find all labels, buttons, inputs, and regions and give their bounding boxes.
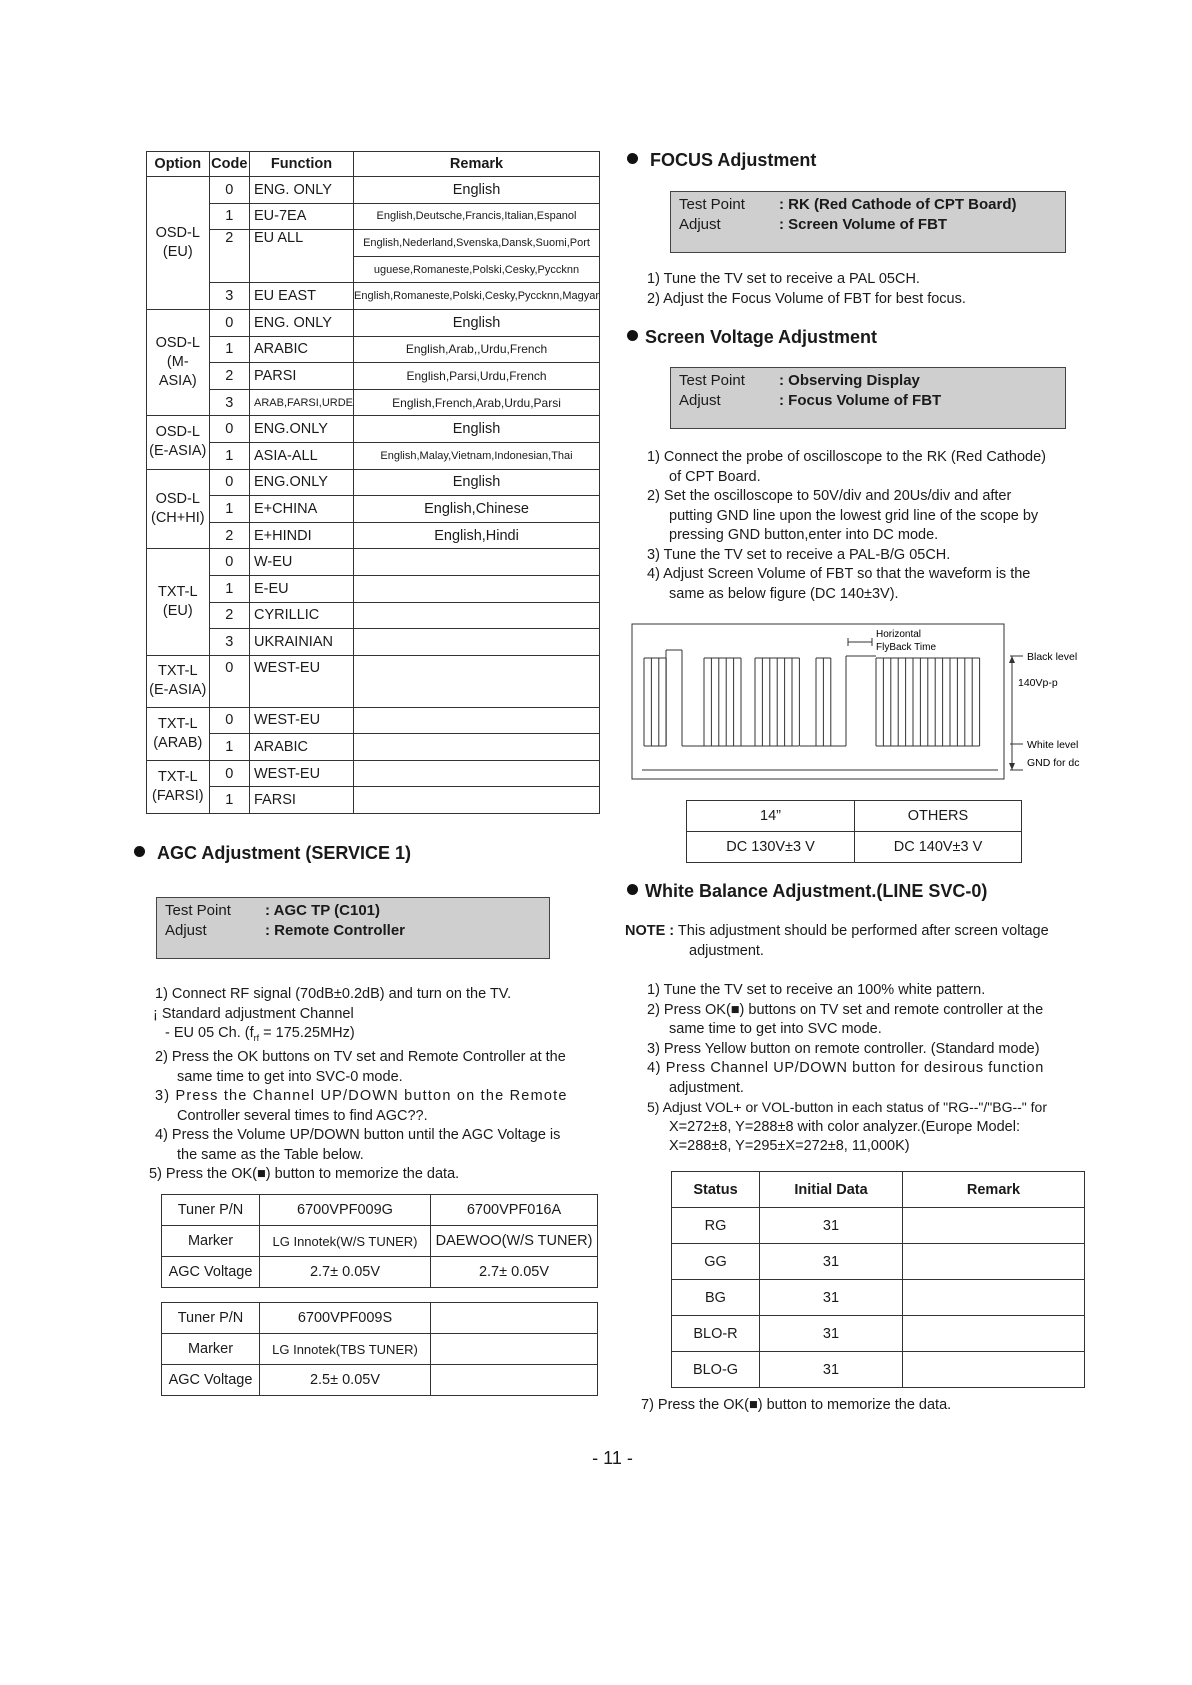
gnd-label: GND for dc [1027,757,1080,769]
table-row [147,442,600,469]
table-row [147,496,600,523]
table-row [147,734,600,761]
table-row [672,1280,1085,1316]
function-cell: EU ALL [250,230,354,283]
table-cell: Tuner P/N [162,1195,260,1226]
function-cell: EU EAST [250,283,354,310]
table-row [147,389,600,416]
table-row [672,1316,1085,1352]
table-row [147,363,600,390]
table-cell [903,1244,1085,1280]
table-row [162,1365,598,1396]
table-cell: LG Innotek(W/S TUNER) [260,1226,431,1257]
table-cell: Initial Data [760,1172,903,1208]
table-row [147,655,600,707]
function-cell: ARAB,FARSI,URDE [250,389,354,416]
code-cell: 1 [209,575,249,602]
code-cell: 0 [209,177,249,204]
remark-cell [354,575,600,602]
white-note [625,922,1090,961]
table-cell [903,1316,1085,1352]
bullet-icon [134,846,145,857]
option-cell: TXT-L (EU) [147,549,210,655]
table-row [162,1303,598,1334]
test-point-value: : Observing Display [779,372,920,389]
bullet-icon [627,153,638,164]
remark-cell: uguese,Romaneste,Polski,Cesky,Pyccknn [354,256,600,283]
adjust-value: : Remote Controller [265,922,406,939]
table-row [147,629,600,656]
function-cell: ARABIC [250,336,354,363]
remark-cell [354,549,600,576]
code-cell: 0 [209,760,249,787]
function-cell: WEST-EU [250,760,354,787]
table-cell: AGC Voltage [162,1365,260,1396]
table-row [147,336,600,363]
table-cell: 31 [760,1280,903,1316]
table-cell [431,1365,598,1396]
note-label: NOTE : [625,923,675,939]
table-row [147,760,600,787]
option-cell: TXT-L (FARSI) [147,760,210,813]
function-cell: ENG.ONLY [250,469,354,496]
table-row [672,1352,1085,1388]
function-cell: ENG. ONLY [250,309,354,336]
white-step-4: 4) Press Channel UP/DOWN button for desirous function [647,1060,1044,1076]
white-balance-table [671,1171,1085,1388]
table-row [147,283,600,310]
code-cell: 0 [209,549,249,576]
remark-cell: English,Hindi [354,522,600,549]
table-header-row [147,152,600,177]
screen-step-1: 1) Connect the probe of oscilloscope to the RK (Red Cathode) [647,449,1046,465]
code-cell: 0 [209,655,249,707]
agc-steps [150,985,600,1185]
table-cell: BLO-R [672,1316,760,1352]
table-row [147,177,600,204]
remark-cell: English,Parsi,Urdu,French [354,363,600,390]
test-point-label: Test Point [679,372,745,389]
agc-step-4: 4) Press the Volume UP/DOWN button until the AGC Voltage is [155,1127,561,1144]
screen-steps [647,448,1090,604]
table-row [672,1172,1085,1208]
screen-step-3: 3) Tune the TV set to receive a PAL-B/G 05CH. [647,546,951,563]
table-cell: 6700VPF009S [260,1303,431,1334]
option-cell: OSD-L (EU) [147,177,210,310]
function-cell: CYRILLIC [250,602,354,629]
white-step-2b: same time to get into SVC mode. [669,1021,882,1037]
option-cell: OSD-L (CH+HI) [147,469,210,549]
table-row [147,787,600,814]
agc-step-1: 1) Connect RF signal (70dB±0.2dB) and turn on the TV. [155,986,512,1002]
remark-cell: English,Romaneste,Polski,Cesky,Pyccknn,Magyar [354,283,600,310]
remark-cell: English,Arab,,Urdu,French [354,336,600,363]
code-cell: 3 [209,283,249,310]
function-cell: E-EU [250,575,354,602]
code-cell: 1 [209,336,249,363]
remark-cell: English [354,177,600,204]
table-cell: 31 [760,1352,903,1388]
agc-step-1b: - EU 05 Ch. $(f_{rf} = 175.25MHz)$ [165,1025,355,1043]
table-cell: Marker [162,1226,260,1257]
table-row [687,832,1022,863]
code-cell: 0 [209,309,249,336]
remark-cell [354,787,600,814]
option-cell: TXT-L (E-ASIA) [147,655,210,707]
voltage-table [686,800,1022,863]
table-cell: DAEWOO(W/S TUNER) [431,1226,598,1257]
code-cell: 2 [209,602,249,629]
white-step-4b: adjustment. [669,1079,744,1096]
table-cell: Remark [903,1172,1085,1208]
bullet-icon [627,330,638,341]
table-cell [903,1208,1085,1244]
function-cell: ASIA-ALL [250,442,354,469]
table-row [672,1208,1085,1244]
white-step-3: 3) Press Yellow button on remote controller. (Standard mode) [647,1040,1040,1057]
code-cell: 0 [209,469,249,496]
remark-cell: English [354,309,600,336]
agc-step-5: 5) Press the OK(■) button to memorize the data. [149,1166,460,1183]
column-header: Code [209,152,249,177]
table-row [147,522,600,549]
test-point-value: : RK (Red Cathode of CPT Board) [779,196,1017,213]
table-cell [903,1352,1085,1388]
focus-steps [647,270,1097,309]
table-cell: 31 [760,1208,903,1244]
agc-step-2b: same time to get into SVC-0 mode. [177,1068,403,1085]
table-row [162,1257,598,1288]
screen-step-4b: same as below figure (DC 140±3V). [669,585,899,602]
function-cell: ENG. ONLY [250,177,354,204]
table-row [147,203,600,230]
code-cell: 2 [209,363,249,390]
screen-step-4: 4) Adjust Screen Volume of FBT so that the waveform is the [647,566,1031,582]
function-cell: E+HINDI [250,522,354,549]
white-heading: White Balance Adjustment.(LINE SVC-0) [627,881,987,902]
table-cell: DC 140V±3 V [855,832,1022,863]
function-cell: FARSI [250,787,354,814]
remark-cell: English,Chinese [354,496,600,523]
function-cell: ENG.ONLY [250,416,354,443]
white-step-7: 7) Press the OK(■) button to memorize the data. [641,1397,952,1413]
adjust-value: : Screen Volume of FBT [779,216,948,233]
column-header: Function [250,152,354,177]
white-level-label: White level [1027,739,1079,751]
white-step-5: 5) Adjust VOL+ or VOL-button in each status of "RG--"/"BG--" for [647,1099,1047,1115]
remark-cell [354,655,600,707]
function-cell: WEST-EU [250,655,354,707]
table-cell: LG Innotek(TBS TUNER) [260,1334,431,1365]
table-cell: 2.7± 0.05V [260,1257,431,1288]
table-row [162,1226,598,1257]
code-cell: 3 [209,629,249,656]
adjust-label: Adjust [679,392,721,409]
remark-cell: English,Nederland,Svenska,Dansk,Suomi,Port [354,230,600,257]
screen-step-2b: putting GND line upon the lowest grid line of the scope by [669,507,1039,524]
remark-cell: English,Malay,Vietnam,Indonesian,Thai [354,442,600,469]
function-cell: E+CHINA [250,496,354,523]
agc-step-4b: the same as the Table below. [177,1146,364,1163]
code-cell: 2 [209,230,249,283]
screen-info-box [670,367,1066,429]
table-cell: Marker [162,1334,260,1365]
test-point-label: Test Point [165,902,231,919]
function-cell: W-EU [250,549,354,576]
agc-step-3: 3) Press the Channel UP/DOWN button on the Remote [155,1088,568,1105]
table-row [147,469,600,496]
code-cell: 1 [209,787,249,814]
focus-step-2: 2) Adjust the Focus Volume of FBT for best focus. [647,290,966,307]
focus-heading: FOCUS Adjustment [627,150,816,171]
table-cell: 2.5± 0.05V [260,1365,431,1396]
code-cell: 1 [209,203,249,230]
function-cell: ARABIC [250,734,354,761]
remark-cell: English [354,469,600,496]
flyback-label: FlyBack Time [876,642,937,653]
code-cell: 3 [209,389,249,416]
agc-info-box [156,897,550,959]
vpp-label: 140Vp-p [1018,677,1058,689]
table-cell: AGC Voltage [162,1257,260,1288]
table-row [162,1334,598,1365]
table-cell: 6700VPF016A [431,1195,598,1226]
test-point-label: Test Point [679,196,745,213]
option-cell: OSD-L (E-ASIA) [147,416,210,469]
code-cell: 0 [209,416,249,443]
table-cell: 6700VPF009G [260,1195,431,1226]
white-step-5c: X=288±8, Y=295±X=272±8, 11,000K) [669,1138,910,1154]
table-cell [431,1303,598,1334]
agc-tuner-table-1 [161,1194,598,1288]
waveform-figure [630,620,1092,780]
agc-heading: AGC Adjustment (SERVICE 1) [134,843,411,864]
table-row [147,602,600,629]
screen-step-2: 2) Set the oscilloscope to 50V/div and 20Us/div and after [647,488,1012,504]
table-row [162,1195,598,1226]
table-cell: BG [672,1280,760,1316]
remark-cell [354,760,600,787]
remark-cell [354,707,600,734]
white-step-2: 2) Press OK(■) buttons on TV set and remote controller at the [647,1001,1044,1018]
table-cell: 31 [760,1244,903,1280]
function-cell: UKRAINIAN [250,629,354,656]
remark-cell: English,Deutsche,Francis,Italian,Espanol [354,203,600,230]
screen-step-2c: pressing GND button,enter into DC mode. [669,527,939,543]
agc-tuner-table-2 [161,1302,598,1396]
table-cell [903,1280,1085,1316]
code-cell: 2 [209,522,249,549]
table-row [147,309,600,336]
code-cell: 1 [209,734,249,761]
table-cell: GG [672,1244,760,1280]
table-cell: RG [672,1208,760,1244]
agc-step-2: 2) Press the OK buttons on TV set and Remote Controller at the [155,1049,566,1066]
code-cell: 0 [209,707,249,734]
column-header: Remark [354,152,600,177]
focus-step-1: 1) Tune the TV set to receive a PAL 05CH. [647,271,920,287]
code-cell: 1 [209,442,249,469]
option-cell: TXT-L (ARAB) [147,707,210,760]
table-row [147,416,600,443]
code-cell: 1 [209,496,249,523]
remark-cell [354,629,600,656]
table-cell: BLO-G [672,1352,760,1388]
function-cell: PARSI [250,363,354,390]
remark-cell: English,French,Arab,Urdu,Parsi [354,389,600,416]
adjust-label: Adjust [679,216,721,233]
adjust-label: Adjust [165,922,207,939]
note-text: This adjustment should be performed after screen voltage [677,923,1049,939]
table-row [672,1244,1085,1280]
table-row [147,230,600,257]
table-cell: Tuner P/N [162,1303,260,1334]
table-cell: 31 [760,1316,903,1352]
table-cell [431,1334,598,1365]
black-level-label: Black level [1027,651,1078,663]
option-table [146,151,600,814]
table-row [687,801,1022,832]
table-row [147,707,600,734]
waveform-signal [644,650,980,746]
focus-info-box [670,191,1066,253]
remark-cell: English [354,416,600,443]
adjust-value: : Focus Volume of FBT [779,392,942,409]
column-header: Option [147,152,210,177]
bullet-icon [627,884,638,895]
table-cell: 14” [687,801,855,832]
waveform-frame [632,624,1004,779]
table-row [147,575,600,602]
test-point-value: : AGC TP (C101) [265,902,381,919]
remark-cell [354,734,600,761]
function-cell: EU-7EA [250,203,354,230]
remark-cell [354,602,600,629]
table-cell: 2.7± 0.05V [431,1257,598,1288]
agc-step-3b: Controller several times to find AGC??. [177,1107,428,1124]
screen-heading: Screen Voltage Adjustment [627,327,877,348]
page-number: - 11 - [592,1448,633,1468]
table-cell: DC 130V±3 V [687,832,855,863]
screen-step-1b: of CPT Board. [669,468,761,485]
white-step-1: 1) Tune the TV set to receive an 100% white pattern. [647,982,986,998]
table-cell: OTHERS [855,801,1022,832]
function-cell: WEST-EU [250,707,354,734]
horizontal-label: Horizontal [876,629,922,640]
option-cell: OSD-L (M- ASIA) [147,309,210,415]
white-steps [647,981,1090,1157]
table-row [147,549,600,576]
note-text-2: adjustment. [689,942,764,959]
table-cell: Status [672,1172,760,1208]
agc-step-1a: ¡ Standard adjustment Channel [153,1005,354,1022]
white-step-5b: X=272±8, Y=288±8 with color analyzer.(Europe Model: [669,1118,1020,1135]
